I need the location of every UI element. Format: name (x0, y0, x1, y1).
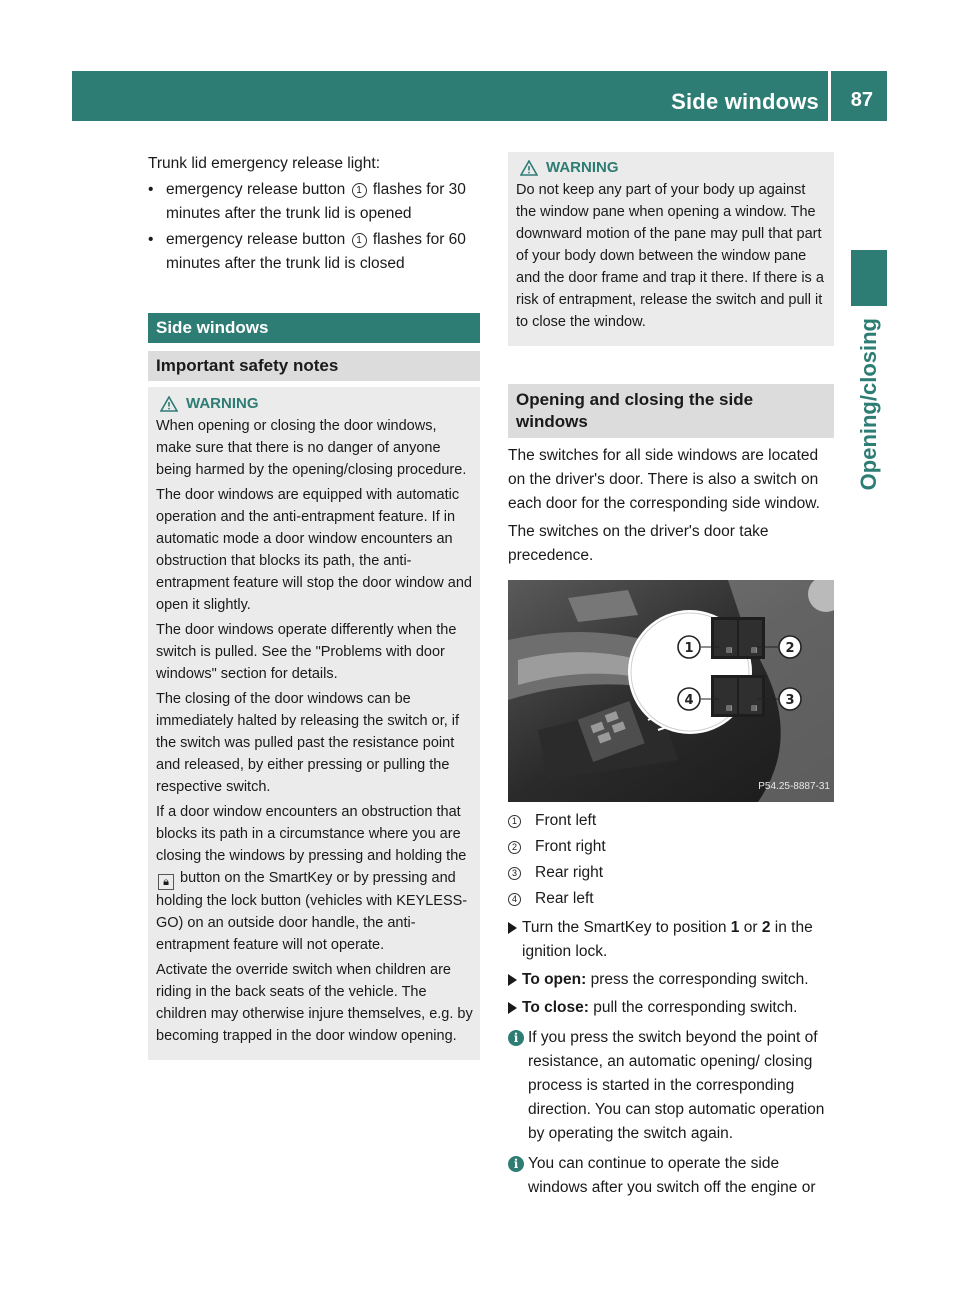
info-text: If you press the switch beyond the point of resistance, an automatic opening/ closing process is started in the corresponding direction. You can stop automatic operation by operating the switch again. (528, 1029, 825, 1142)
position-2: 2 (761, 919, 771, 936)
lock-icon: 🔒︎ (158, 874, 174, 890)
photo-id: P54.25-8887-31 (758, 781, 830, 792)
step-text: pull the corresponding switch. (593, 999, 798, 1016)
warning-triangle-icon (160, 396, 178, 412)
instruction-step (508, 996, 834, 1020)
warning-box (508, 152, 834, 346)
legend-item (508, 886, 834, 912)
warning-title-text: WARNING (186, 395, 259, 412)
legend-item (508, 808, 834, 834)
warning-title (520, 157, 828, 179)
position-1: 1 (730, 919, 740, 936)
bullet-text: flashes for 30 minutes after the trunk lid is opened (166, 181, 466, 222)
callout-3-icon: 3 (508, 867, 521, 880)
legend-list (508, 808, 834, 912)
bullet-marker: • (148, 181, 154, 198)
warning-triangle-icon (520, 160, 538, 176)
warning-paragraph: The closing of the door windows can be immediately halted by releasing the switch or, if the switch was pulled past the resistance point and released, by either pressing or pulling the respective switch. (156, 691, 460, 795)
callout-label: 4 (684, 693, 694, 708)
warning-paragraph: The door windows are equipped with automatic operation and the anti-entrapment feature. If in automatic mode a door window encounters an obstruction that blocks its path, the anti-entrapment feature will stop the door window and open it slightly. (156, 487, 472, 613)
step-text: press the corresponding switch. (590, 971, 809, 988)
info-text: You can continue to operate the side windows after you switch off the engine or (528, 1155, 816, 1196)
body-paragraph: The switches on the driver's door take precedence. (508, 523, 769, 564)
bullet-text: emergency release button (166, 181, 346, 198)
door-panel-illustration (508, 580, 834, 802)
right-column (508, 152, 834, 1200)
step-text: Turn the SmartKey to position (522, 919, 727, 936)
callout-2-icon: 2 (508, 841, 521, 854)
legend-label: Front right (535, 838, 606, 855)
callout-label: 2 (785, 641, 795, 656)
step-label: To close: (522, 999, 589, 1016)
info-note (508, 1152, 834, 1200)
door-switch-photo (508, 580, 834, 802)
warning-paragraph: When opening or closing the door windows, make sure that there is no danger of anyone being harmed by the opening/closing procedure. (156, 418, 467, 478)
warning-paragraph: Do not keep any part of your body up against the window pane when opening a window. The downward motion of the pane may pull that part of your body down between the window pane and the door frame and trap it there. If there is a risk of entrapment, release the switch and pull it to close the window. (516, 182, 824, 330)
instruction-step (508, 968, 834, 992)
callout-1-icon: 1 (352, 183, 367, 198)
callout-1-icon: 1 (508, 815, 521, 828)
svg-text:▤: ▤ (726, 646, 733, 654)
warning-paragraph: The door windows operate differently when the switch is pulled. See the "Problems with door windows" section for details. (156, 622, 457, 682)
step-arrow-icon (508, 974, 517, 986)
svg-text:▤: ▤ (751, 646, 758, 654)
svg-text:▤: ▤ (726, 704, 733, 712)
body-paragraph: The switches for all side windows are located on the driver's door. There is also a switch on each door for the corresponding side window. (508, 447, 820, 512)
svg-text:▤: ▤ (751, 704, 758, 712)
left-column (148, 152, 480, 1060)
warning-box (148, 387, 480, 1060)
callout-1-icon: 1 (352, 233, 367, 248)
legend-label: Rear right (535, 864, 604, 881)
bullet-text: flashes for 60 minutes after the trunk lid is closed (166, 231, 466, 272)
bullet-item (148, 228, 480, 276)
legend-item (508, 860, 834, 886)
step-text: or (743, 919, 758, 936)
bullet-item (148, 178, 480, 226)
subsection-heading: Opening and closing the side windows (508, 384, 834, 438)
info-note (508, 1026, 834, 1146)
intro-text: Trunk lid emergency release light: (148, 155, 381, 172)
callout-label: 1 (684, 641, 694, 656)
header-divider (828, 71, 831, 121)
warning-text: If a door window encounters an obstruction that blocks its path in a circumstance where you are closing the windows by pressing and holding the (156, 804, 467, 864)
subsection-heading: Important safety notes (148, 351, 480, 381)
bullet-text: emergency release button (166, 231, 346, 248)
step-text: in the ignition lock. (522, 919, 813, 960)
step-label: To open: (522, 971, 587, 988)
step-arrow-icon (508, 922, 517, 934)
page-header (72, 71, 887, 121)
callout-4-icon: 4 (508, 893, 521, 906)
warning-title-text: WARNING (546, 159, 619, 176)
warning-title (160, 393, 474, 415)
section-heading: Side windows (148, 313, 480, 343)
warning-paragraph: Activate the override switch when children are riding in the back seats of the vehicle. The children may otherwise injure themselves, e.g. by becoming trapped in the door window opening. (156, 962, 473, 1044)
page-number: 87 (850, 89, 873, 111)
info-icon: i (508, 1030, 524, 1046)
side-tab-marker (851, 250, 887, 306)
legend-label: Rear left (535, 890, 594, 907)
side-tab-label: Opening/closing (856, 318, 881, 491)
legend-label: Front left (535, 812, 597, 829)
header-title: Side windows (671, 89, 819, 114)
bullet-marker: • (148, 231, 154, 248)
warning-text: button on the SmartKey or by pressing and holding the lock button (vehicles with KEYLESS-GO) on an outside door handle, the anti-entrapment feature will not operate. (156, 870, 468, 953)
info-icon: i (508, 1156, 524, 1172)
callout-label: 3 (785, 693, 795, 708)
legend-item (508, 834, 834, 860)
step-arrow-icon (508, 1002, 517, 1014)
warning-paragraph (156, 801, 474, 956)
instruction-step (508, 916, 834, 964)
